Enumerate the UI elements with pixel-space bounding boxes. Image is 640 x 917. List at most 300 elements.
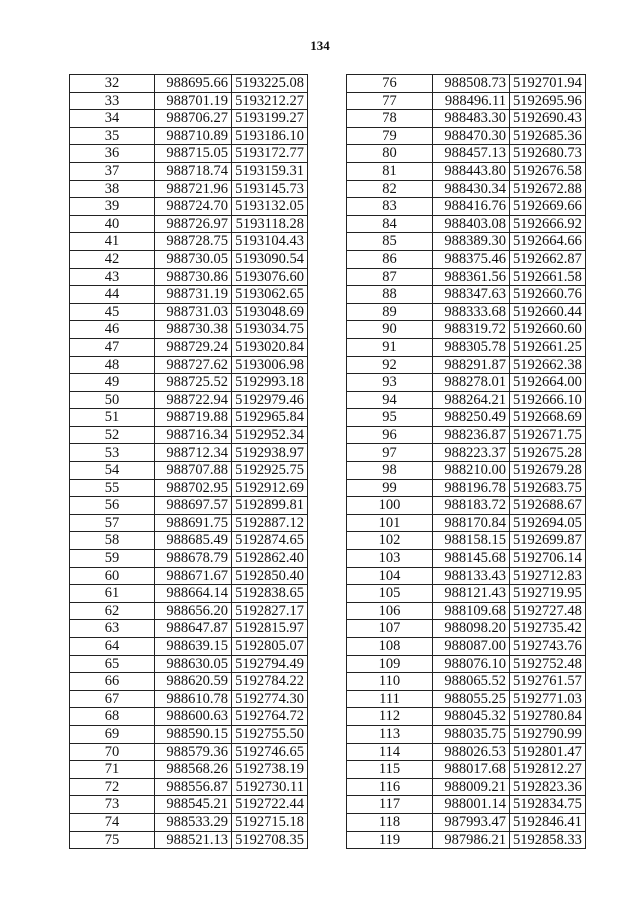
table-row xyxy=(347,567,586,585)
point-number-cell: 41 xyxy=(70,233,155,251)
table-row xyxy=(70,761,308,779)
point-number-cell: 114 xyxy=(347,743,433,761)
point-number-cell: 64 xyxy=(70,638,155,656)
x-coordinate-cell: 988671.67 xyxy=(155,567,232,585)
table-row xyxy=(70,215,308,233)
point-number-cell: 103 xyxy=(347,550,433,568)
table-row xyxy=(70,409,308,427)
point-number-cell: 54 xyxy=(70,462,155,480)
x-coordinate-cell: 988026.53 xyxy=(433,743,510,761)
point-number-cell: 90 xyxy=(347,321,433,339)
point-number-cell: 39 xyxy=(70,198,155,216)
point-number-cell: 52 xyxy=(70,426,155,444)
table-row xyxy=(347,708,586,726)
table-row xyxy=(70,655,308,673)
point-number-cell: 109 xyxy=(347,655,433,673)
table-row xyxy=(347,233,586,251)
point-number-cell: 88 xyxy=(347,286,433,304)
x-coordinate-cell: 988055.25 xyxy=(433,690,510,708)
y-coordinate-cell: 5193048.69 xyxy=(232,303,308,321)
table-row xyxy=(347,321,586,339)
y-coordinate-cell: 5192938.97 xyxy=(232,444,308,462)
table-row xyxy=(70,796,308,814)
y-coordinate-cell: 5192815.97 xyxy=(232,620,308,638)
table-row xyxy=(347,743,586,761)
point-number-cell: 111 xyxy=(347,690,433,708)
x-coordinate-cell: 988087.00 xyxy=(433,638,510,656)
table-row xyxy=(70,127,308,145)
x-coordinate-cell: 988236.87 xyxy=(433,426,510,444)
point-number-cell: 91 xyxy=(347,338,433,356)
y-coordinate-cell: 5192846.41 xyxy=(510,813,586,831)
point-number-cell: 57 xyxy=(70,514,155,532)
x-coordinate-cell: 988065.52 xyxy=(433,673,510,691)
table-row xyxy=(70,567,308,585)
y-coordinate-cell: 5192801.47 xyxy=(510,743,586,761)
table-row xyxy=(347,532,586,550)
y-coordinate-cell: 5192727.48 xyxy=(510,602,586,620)
y-coordinate-cell: 5192812.27 xyxy=(510,761,586,779)
x-coordinate-cell: 988521.13 xyxy=(155,831,232,849)
y-coordinate-cell: 5192743.76 xyxy=(510,638,586,656)
y-coordinate-cell: 5192794.49 xyxy=(232,655,308,673)
y-coordinate-cell: 5193159.31 xyxy=(232,162,308,180)
x-coordinate-cell: 988009.21 xyxy=(433,778,510,796)
point-number-cell: 74 xyxy=(70,813,155,831)
x-coordinate-cell: 988685.49 xyxy=(155,532,232,550)
x-coordinate-cell: 988361.56 xyxy=(433,268,510,286)
point-number-cell: 36 xyxy=(70,145,155,163)
table-row xyxy=(70,268,308,286)
point-number-cell: 66 xyxy=(70,673,155,691)
point-number-cell: 50 xyxy=(70,391,155,409)
y-coordinate-cell: 5192784.22 xyxy=(232,673,308,691)
point-number-cell: 33 xyxy=(70,92,155,110)
x-coordinate-cell: 988443.80 xyxy=(433,162,510,180)
x-coordinate-cell: 988196.78 xyxy=(433,479,510,497)
y-coordinate-cell: 5192660.44 xyxy=(510,303,586,321)
table-row xyxy=(70,514,308,532)
table-row xyxy=(70,690,308,708)
table-row xyxy=(347,479,586,497)
y-coordinate-cell: 5193186.10 xyxy=(232,127,308,145)
x-coordinate-cell: 988508.73 xyxy=(433,75,510,93)
point-number-cell: 99 xyxy=(347,479,433,497)
table-row xyxy=(347,778,586,796)
y-coordinate-cell: 5192965.84 xyxy=(232,409,308,427)
table-row xyxy=(70,532,308,550)
table-row xyxy=(347,673,586,691)
x-coordinate-cell: 988483.30 xyxy=(433,110,510,128)
point-number-cell: 65 xyxy=(70,655,155,673)
table-row xyxy=(70,338,308,356)
point-number-cell: 58 xyxy=(70,532,155,550)
point-number-cell: 51 xyxy=(70,409,155,427)
y-coordinate-cell: 5192838.65 xyxy=(232,585,308,603)
point-number-cell: 63 xyxy=(70,620,155,638)
x-coordinate-cell: 988647.87 xyxy=(155,620,232,638)
table-row xyxy=(70,462,308,480)
point-number-cell: 117 xyxy=(347,796,433,814)
y-coordinate-cell: 5192662.87 xyxy=(510,250,586,268)
point-number-cell: 95 xyxy=(347,409,433,427)
table-row xyxy=(70,110,308,128)
table-row xyxy=(70,303,308,321)
table-row xyxy=(70,585,308,603)
table-row xyxy=(70,708,308,726)
table-row xyxy=(347,303,586,321)
y-coordinate-cell: 5192668.69 xyxy=(510,409,586,427)
table-row xyxy=(70,638,308,656)
y-coordinate-cell: 5192738.19 xyxy=(232,761,308,779)
point-number-cell: 101 xyxy=(347,514,433,532)
x-coordinate-cell: 988639.15 xyxy=(155,638,232,656)
point-number-cell: 38 xyxy=(70,180,155,198)
x-coordinate-cell: 988718.74 xyxy=(155,162,232,180)
point-number-cell: 110 xyxy=(347,673,433,691)
point-number-cell: 53 xyxy=(70,444,155,462)
table-row xyxy=(347,796,586,814)
x-coordinate-cell: 988722.94 xyxy=(155,391,232,409)
x-coordinate-cell: 988145.68 xyxy=(433,550,510,568)
table-row xyxy=(70,180,308,198)
x-coordinate-cell: 988170.84 xyxy=(433,514,510,532)
table-row xyxy=(347,356,586,374)
y-coordinate-cell: 5192722.44 xyxy=(232,796,308,814)
y-coordinate-cell: 5192952.34 xyxy=(232,426,308,444)
point-number-cell: 112 xyxy=(347,708,433,726)
table-row xyxy=(70,497,308,515)
table-row xyxy=(347,162,586,180)
x-coordinate-cell: 988098.20 xyxy=(433,620,510,638)
point-number-cell: 83 xyxy=(347,198,433,216)
y-coordinate-cell: 5193034.75 xyxy=(232,321,308,339)
point-number-cell: 85 xyxy=(347,233,433,251)
x-coordinate-cell: 988579.36 xyxy=(155,743,232,761)
y-coordinate-cell: 5192708.35 xyxy=(232,831,308,849)
x-coordinate-cell: 988533.29 xyxy=(155,813,232,831)
table-row xyxy=(70,479,308,497)
y-coordinate-cell: 5192660.76 xyxy=(510,286,586,304)
x-coordinate-cell: 988729.24 xyxy=(155,338,232,356)
table-row xyxy=(70,778,308,796)
y-coordinate-cell: 5192661.58 xyxy=(510,268,586,286)
x-coordinate-cell: 988223.37 xyxy=(433,444,510,462)
y-coordinate-cell: 5192664.00 xyxy=(510,374,586,392)
point-number-cell: 98 xyxy=(347,462,433,480)
y-coordinate-cell: 5192679.28 xyxy=(510,462,586,480)
x-coordinate-cell: 988556.87 xyxy=(155,778,232,796)
y-coordinate-cell: 5192676.58 xyxy=(510,162,586,180)
point-number-cell: 40 xyxy=(70,215,155,233)
table-row xyxy=(70,75,308,93)
point-number-cell: 81 xyxy=(347,162,433,180)
point-number-cell: 79 xyxy=(347,127,433,145)
table-row xyxy=(347,444,586,462)
y-coordinate-cell: 5192850.40 xyxy=(232,567,308,585)
x-coordinate-cell: 988725.52 xyxy=(155,374,232,392)
table-row xyxy=(70,198,308,216)
y-coordinate-cell: 5192979.46 xyxy=(232,391,308,409)
point-number-cell: 93 xyxy=(347,374,433,392)
table-row xyxy=(347,550,586,568)
y-coordinate-cell: 5192660.60 xyxy=(510,321,586,339)
x-coordinate-cell: 988731.03 xyxy=(155,303,232,321)
x-coordinate-cell: 988719.88 xyxy=(155,409,232,427)
y-coordinate-cell: 5192823.36 xyxy=(510,778,586,796)
x-coordinate-cell: 988620.59 xyxy=(155,673,232,691)
point-number-cell: 105 xyxy=(347,585,433,603)
x-coordinate-cell: 988728.75 xyxy=(155,233,232,251)
x-coordinate-cell: 987993.47 xyxy=(433,813,510,831)
table-row xyxy=(70,391,308,409)
point-number-cell: 49 xyxy=(70,374,155,392)
x-coordinate-cell: 988691.75 xyxy=(155,514,232,532)
y-coordinate-cell: 5192858.33 xyxy=(510,831,586,849)
y-coordinate-cell: 5192719.95 xyxy=(510,585,586,603)
x-coordinate-cell: 988664.14 xyxy=(155,585,232,603)
y-coordinate-cell: 5193132.05 xyxy=(232,198,308,216)
y-coordinate-cell: 5193199.27 xyxy=(232,110,308,128)
table-row xyxy=(70,356,308,374)
table-row xyxy=(347,215,586,233)
coordinates-table-left xyxy=(69,74,308,849)
x-coordinate-cell: 988076.10 xyxy=(433,655,510,673)
table-row xyxy=(347,462,586,480)
x-coordinate-cell: 988610.78 xyxy=(155,690,232,708)
y-coordinate-cell: 5192899.81 xyxy=(232,497,308,515)
point-number-cell: 73 xyxy=(70,796,155,814)
point-number-cell: 77 xyxy=(347,92,433,110)
x-coordinate-cell: 988701.19 xyxy=(155,92,232,110)
y-coordinate-cell: 5192680.73 xyxy=(510,145,586,163)
point-number-cell: 116 xyxy=(347,778,433,796)
table-row xyxy=(347,110,586,128)
x-coordinate-cell: 988568.26 xyxy=(155,761,232,779)
point-number-cell: 59 xyxy=(70,550,155,568)
table-row xyxy=(347,250,586,268)
table-row xyxy=(70,813,308,831)
y-coordinate-cell: 5192671.75 xyxy=(510,426,586,444)
point-number-cell: 69 xyxy=(70,725,155,743)
y-coordinate-cell: 5193076.60 xyxy=(232,268,308,286)
point-number-cell: 102 xyxy=(347,532,433,550)
table-row xyxy=(347,831,586,849)
point-number-cell: 119 xyxy=(347,831,433,849)
y-coordinate-cell: 5192730.11 xyxy=(232,778,308,796)
point-number-cell: 68 xyxy=(70,708,155,726)
point-number-cell: 46 xyxy=(70,321,155,339)
y-coordinate-cell: 5192993.18 xyxy=(232,374,308,392)
point-number-cell: 71 xyxy=(70,761,155,779)
point-number-cell: 75 xyxy=(70,831,155,849)
y-coordinate-cell: 5192912.69 xyxy=(232,479,308,497)
point-number-cell: 55 xyxy=(70,479,155,497)
y-coordinate-cell: 5192925.75 xyxy=(232,462,308,480)
table-row xyxy=(70,444,308,462)
y-coordinate-cell: 5192834.75 xyxy=(510,796,586,814)
point-number-cell: 42 xyxy=(70,250,155,268)
point-number-cell: 113 xyxy=(347,725,433,743)
table-row xyxy=(347,268,586,286)
point-number-cell: 82 xyxy=(347,180,433,198)
y-coordinate-cell: 5193006.98 xyxy=(232,356,308,374)
y-coordinate-cell: 5193225.08 xyxy=(232,75,308,93)
y-coordinate-cell: 5193104.43 xyxy=(232,233,308,251)
table-row xyxy=(70,321,308,339)
x-coordinate-cell: 988710.89 xyxy=(155,127,232,145)
x-coordinate-cell: 988600.63 xyxy=(155,708,232,726)
x-coordinate-cell: 988250.49 xyxy=(433,409,510,427)
x-coordinate-cell: 988702.95 xyxy=(155,479,232,497)
y-coordinate-cell: 5192695.96 xyxy=(510,92,586,110)
y-coordinate-cell: 5192790.99 xyxy=(510,725,586,743)
x-coordinate-cell: 988121.43 xyxy=(433,585,510,603)
point-number-cell: 45 xyxy=(70,303,155,321)
x-coordinate-cell: 988305.78 xyxy=(433,338,510,356)
x-coordinate-cell: 987986.21 xyxy=(433,831,510,849)
y-coordinate-cell: 5192761.57 xyxy=(510,673,586,691)
point-number-cell: 106 xyxy=(347,602,433,620)
x-coordinate-cell: 988264.21 xyxy=(433,391,510,409)
y-coordinate-cell: 5192690.43 xyxy=(510,110,586,128)
table-row xyxy=(70,743,308,761)
table-row xyxy=(70,620,308,638)
point-number-cell: 35 xyxy=(70,127,155,145)
point-number-cell: 115 xyxy=(347,761,433,779)
x-coordinate-cell: 988716.34 xyxy=(155,426,232,444)
point-number-cell: 104 xyxy=(347,567,433,585)
y-coordinate-cell: 5192780.84 xyxy=(510,708,586,726)
y-coordinate-cell: 5192694.05 xyxy=(510,514,586,532)
table-row xyxy=(347,761,586,779)
point-number-cell: 34 xyxy=(70,110,155,128)
y-coordinate-cell: 5193118.28 xyxy=(232,215,308,233)
point-number-cell: 96 xyxy=(347,426,433,444)
y-coordinate-cell: 5193145.73 xyxy=(232,180,308,198)
point-number-cell: 61 xyxy=(70,585,155,603)
y-coordinate-cell: 5192685.36 xyxy=(510,127,586,145)
point-number-cell: 87 xyxy=(347,268,433,286)
x-coordinate-cell: 988630.05 xyxy=(155,655,232,673)
table-row xyxy=(347,338,586,356)
x-coordinate-cell: 988210.00 xyxy=(433,462,510,480)
y-coordinate-cell: 5192827.17 xyxy=(232,602,308,620)
x-coordinate-cell: 988333.68 xyxy=(433,303,510,321)
y-coordinate-cell: 5192683.75 xyxy=(510,479,586,497)
table-row xyxy=(347,690,586,708)
y-coordinate-cell: 5192771.03 xyxy=(510,690,586,708)
point-number-cell: 32 xyxy=(70,75,155,93)
y-coordinate-cell: 5192752.48 xyxy=(510,655,586,673)
x-coordinate-cell: 988678.79 xyxy=(155,550,232,568)
table-row xyxy=(70,725,308,743)
y-coordinate-cell: 5192735.42 xyxy=(510,620,586,638)
point-number-cell: 118 xyxy=(347,813,433,831)
table-row xyxy=(347,655,586,673)
table-row xyxy=(70,374,308,392)
x-coordinate-cell: 988017.68 xyxy=(433,761,510,779)
point-number-cell: 107 xyxy=(347,620,433,638)
y-coordinate-cell: 5192706.14 xyxy=(510,550,586,568)
table-row xyxy=(70,145,308,163)
table-row xyxy=(347,638,586,656)
y-coordinate-cell: 5192701.94 xyxy=(510,75,586,93)
point-number-cell: 62 xyxy=(70,602,155,620)
y-coordinate-cell: 5192688.67 xyxy=(510,497,586,515)
x-coordinate-cell: 988158.15 xyxy=(433,532,510,550)
table-row xyxy=(347,514,586,532)
y-coordinate-cell: 5193020.84 xyxy=(232,338,308,356)
x-coordinate-cell: 988001.14 xyxy=(433,796,510,814)
point-number-cell: 86 xyxy=(347,250,433,268)
x-coordinate-cell: 988712.34 xyxy=(155,444,232,462)
y-coordinate-cell: 5192715.18 xyxy=(232,813,308,831)
point-number-cell: 100 xyxy=(347,497,433,515)
y-coordinate-cell: 5192755.50 xyxy=(232,725,308,743)
x-coordinate-cell: 988731.19 xyxy=(155,286,232,304)
coordinates-table-right xyxy=(346,74,586,849)
point-number-cell: 92 xyxy=(347,356,433,374)
point-number-cell: 43 xyxy=(70,268,155,286)
x-coordinate-cell: 988730.05 xyxy=(155,250,232,268)
x-coordinate-cell: 988545.21 xyxy=(155,796,232,814)
table-row xyxy=(347,602,586,620)
x-coordinate-cell: 988133.43 xyxy=(433,567,510,585)
table-row xyxy=(70,550,308,568)
point-number-cell: 80 xyxy=(347,145,433,163)
x-coordinate-cell: 988375.46 xyxy=(433,250,510,268)
y-coordinate-cell: 5192874.65 xyxy=(232,532,308,550)
x-coordinate-cell: 988403.08 xyxy=(433,215,510,233)
point-number-cell: 76 xyxy=(347,75,433,93)
y-coordinate-cell: 5192661.25 xyxy=(510,338,586,356)
x-coordinate-cell: 988347.63 xyxy=(433,286,510,304)
table-row xyxy=(347,75,586,93)
x-coordinate-cell: 988724.70 xyxy=(155,198,232,216)
table-row xyxy=(347,725,586,743)
table-row xyxy=(347,374,586,392)
x-coordinate-cell: 988656.20 xyxy=(155,602,232,620)
y-coordinate-cell: 5192662.38 xyxy=(510,356,586,374)
point-number-cell: 47 xyxy=(70,338,155,356)
table-row xyxy=(70,92,308,110)
table-row xyxy=(70,286,308,304)
table-row xyxy=(347,813,586,831)
point-number-cell: 48 xyxy=(70,356,155,374)
point-number-cell: 37 xyxy=(70,162,155,180)
table-row xyxy=(347,409,586,427)
x-coordinate-cell: 988706.27 xyxy=(155,110,232,128)
table-row xyxy=(347,286,586,304)
point-number-cell: 89 xyxy=(347,303,433,321)
x-coordinate-cell: 988715.05 xyxy=(155,145,232,163)
table-row xyxy=(70,162,308,180)
y-coordinate-cell: 5193062.65 xyxy=(232,286,308,304)
table-row xyxy=(70,426,308,444)
x-coordinate-cell: 988291.87 xyxy=(433,356,510,374)
table-row xyxy=(347,180,586,198)
x-coordinate-cell: 988496.11 xyxy=(433,92,510,110)
y-coordinate-cell: 5192664.66 xyxy=(510,233,586,251)
y-coordinate-cell: 5192669.66 xyxy=(510,198,586,216)
point-number-cell: 44 xyxy=(70,286,155,304)
table-row xyxy=(70,673,308,691)
y-coordinate-cell: 5192672.88 xyxy=(510,180,586,198)
y-coordinate-cell: 5193090.54 xyxy=(232,250,308,268)
x-coordinate-cell: 988730.86 xyxy=(155,268,232,286)
x-coordinate-cell: 988416.76 xyxy=(433,198,510,216)
